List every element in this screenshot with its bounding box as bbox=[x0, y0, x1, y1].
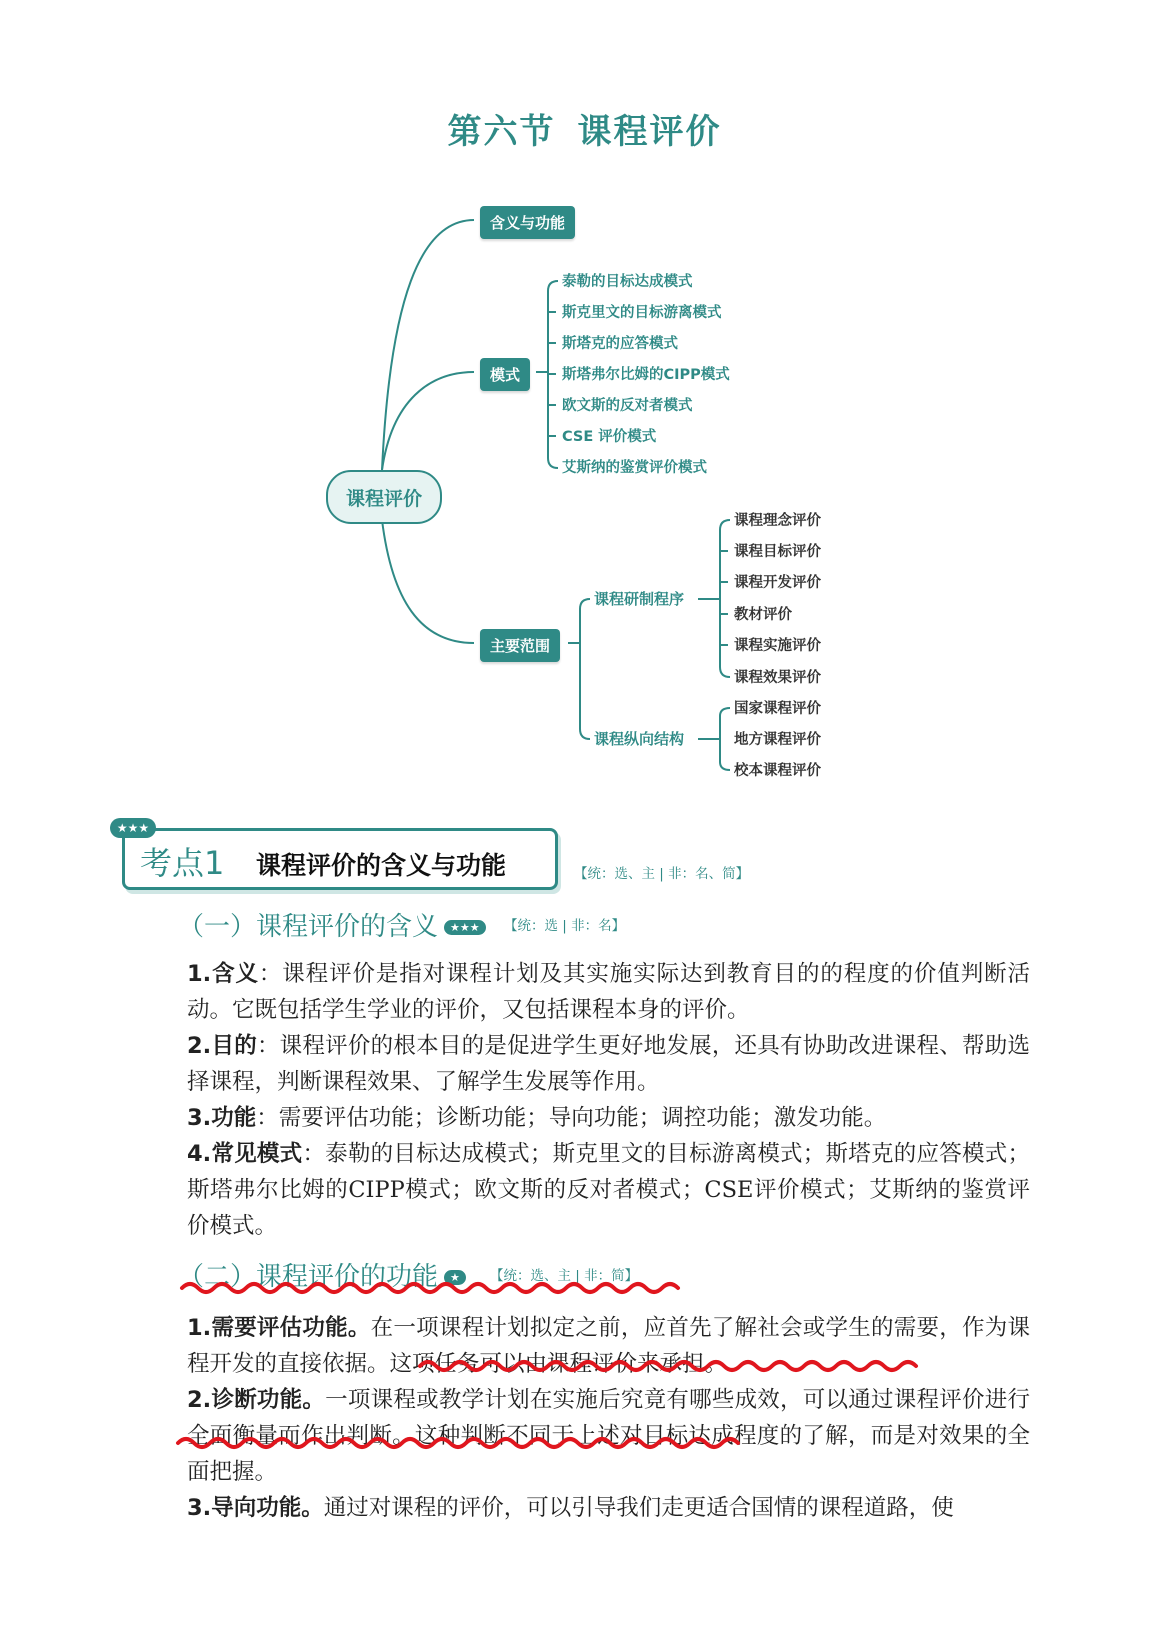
scope-sub-structure: 课程纵向结构 bbox=[594, 730, 685, 748]
scope-item: 课程理念评价 bbox=[734, 513, 821, 529]
scope-item: 地方课程评价 bbox=[734, 732, 821, 748]
paragraph-text: ：需要评估功能；诊断功能；导向功能；调控功能；激发功能。 bbox=[256, 1105, 887, 1131]
kaodian-number: 考点1 bbox=[140, 844, 225, 882]
section2-note: 【统：选、主 | 非：简】 bbox=[490, 1268, 639, 1284]
model-item: 斯塔克的应答模式 bbox=[562, 336, 678, 352]
kaodian-stars: ★★★ bbox=[110, 818, 156, 838]
section1-title: （一）课程评价的含义 bbox=[178, 912, 439, 942]
paragraph-label: 1.需要评估功能。 bbox=[187, 1315, 371, 1341]
paragraph-text: ：泰勒的目标达成模式；斯克里文的目标游离模式；斯塔克的应答模式；斯塔弗尔比姆的CIPP模式；欧文斯的反对者模式；CSE评价模式；艾斯纳的鉴赏评价模式。 bbox=[187, 1141, 1031, 1239]
paragraph-label: 1.含义 bbox=[187, 961, 259, 987]
scope-item: 国家课程评价 bbox=[734, 701, 821, 717]
scope-item: 课程开发评价 bbox=[734, 575, 821, 591]
underline-diagnosis bbox=[178, 1439, 738, 1447]
branch-meaning-function: 含义与功能 bbox=[480, 206, 575, 239]
section1-note: 【统：选 | 非：名】 bbox=[504, 918, 626, 934]
model-item: 斯塔弗尔比姆的CIPP模式 bbox=[562, 367, 730, 383]
branch-scope: 主要范围 bbox=[480, 629, 560, 662]
underline-section2-title bbox=[182, 1284, 678, 1292]
paragraph-label: 2.目的 bbox=[187, 1033, 257, 1059]
model-item: 泰勒的目标达成模式 bbox=[562, 274, 693, 290]
model-item: CSE 评价模式 bbox=[562, 429, 657, 445]
title-topic: 课程评价 bbox=[577, 112, 722, 152]
paragraph-text: ：课程评价的根本目的是促进学生更好地发展，还具有协助改进课程、帮助选择课程，判断课程效果、了解学生发展等作用。 bbox=[187, 1033, 1030, 1095]
paragraph-text: 在一项课程计划拟定之前，应首先了解社会或学生的需要，作为课程开发的直接依据。这项任务可以由课程评价来承担。 bbox=[187, 1315, 1030, 1377]
scope-item: 校本课程评价 bbox=[734, 763, 821, 779]
paragraph-text: 一项课程或教学计划在实施后究竟有哪些成效，可以通过课程评价进行全面衡量而作出判断。这种判断不同于上述对目标达成程度的了解，而是对效果的全面把握。 bbox=[187, 1387, 1030, 1485]
model-item: 欧文斯的反对者模式 bbox=[562, 398, 693, 414]
scope-item: 教材评价 bbox=[734, 607, 792, 623]
scope-item: 课程目标评价 bbox=[734, 544, 821, 560]
paragraph-text: ：课程评价是指对课程计划及其实施实际达到教育目的的程度的价值判断活动。它既包括学生学业的评价，又包括课程本身的评价。 bbox=[187, 961, 1030, 1023]
title-section: 第六节 bbox=[447, 112, 556, 152]
section1-stars: ★★★ bbox=[444, 920, 486, 935]
underline-need-assessment bbox=[420, 1362, 916, 1370]
section2-title: （二）课程评价的功能 bbox=[178, 1262, 439, 1292]
model-item: 斯克里文的目标游离模式 bbox=[562, 305, 722, 321]
paragraph-text: 通过对课程的评价，可以引导我们走更适合国情的课程道路，使 bbox=[323, 1495, 954, 1521]
kaodian-note: 【统：选、主 | 非：名、简】 bbox=[574, 866, 750, 882]
mindmap-root: 课程评价 bbox=[326, 470, 442, 524]
paragraph-label: 2.诊断功能。 bbox=[187, 1387, 326, 1413]
section2-stars: ★ bbox=[444, 1270, 466, 1285]
kaodian-title: 课程评价的含义与功能 bbox=[256, 851, 507, 880]
scope-item: 课程效果评价 bbox=[734, 670, 821, 686]
model-item: 艾斯纳的鉴赏评价模式 bbox=[562, 460, 707, 476]
paragraph-label: 3.导向功能。 bbox=[187, 1495, 324, 1521]
paragraph-label: 3.功能 bbox=[187, 1105, 257, 1131]
scope-sub-procedure: 课程研制程序 bbox=[594, 590, 685, 608]
branch-models: 模式 bbox=[480, 358, 530, 391]
scope-item: 课程实施评价 bbox=[734, 638, 821, 654]
paragraph-label: 4.常见模式 bbox=[187, 1141, 303, 1167]
